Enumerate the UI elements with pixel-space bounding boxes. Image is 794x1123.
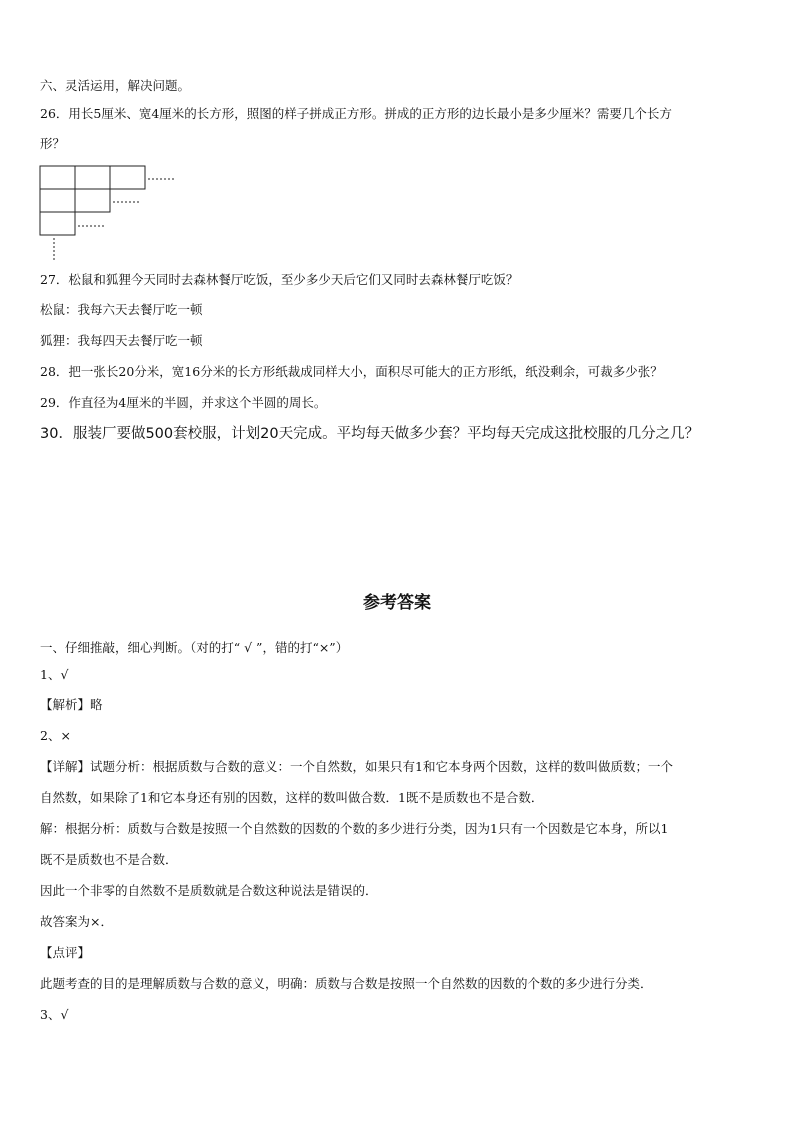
question-27: 27．松鼠和狐狸今天同时去森林餐厅吃饭，至少多少天后它们又同时去森林餐厅吃饭？ [40, 272, 519, 287]
question-26: 26．用长5厘米、宽4厘米的长方形，照图的样子拼成正方形。拼成的正方形的边长最小是多少厘米？需要几个长方 [40, 106, 672, 121]
section-heading: 六、灵活运用，解决问题。 [40, 78, 191, 93]
answer-1: 1、√ [40, 667, 69, 682]
answer-2-conclusion: 因此一个非零的自然数不是质数就是合数这种说法是错误的． [40, 883, 378, 898]
rectangle-tiling-figure [38, 162, 178, 262]
question-26-cont: 形？ [40, 136, 66, 151]
answers-title: 参考答案 [363, 593, 431, 613]
answer-2-comment: 此题考查的目的是理解质数与合数的意义，明确：质数与合数是按照一个自然数的因数的个数的多少进行分类． [40, 976, 653, 991]
answer-2-solution-cont: 既不是质数也不是合数． [40, 852, 178, 867]
answer-2-solution: 解：根据分析：质数与合数是按照一个自然数的因数的个数的多少进行分类，因为1只有一个因数是它本身，所以1 [40, 821, 669, 836]
question-29: 29．作直径为4厘米的半圆，并求这个半圆的周长。 [40, 395, 327, 410]
answers-part1-heading: 一、仔细推敲，细心判断。（对的打“ √ ”，错的打“×”） [40, 640, 349, 655]
question-27-fox: 狐狸：我每四天去餐厅吃一顿 [40, 333, 203, 348]
answer-2-result: 故答案为×． [40, 914, 113, 929]
question-27-squirrel: 松鼠：我每六天去餐厅吃一顿 [40, 302, 203, 317]
question-28: 28．把一张长20分米，宽16分米的长方形纸裁成同样大小，面积尽可能大的正方形纸，纸没剩余，可裁多少张？ [40, 364, 663, 379]
answer-1-analysis: 【解析】略 [40, 697, 103, 712]
answer-2-comment-label: 【点评】 [40, 945, 91, 960]
answer-2-detail: 【详解】试题分析：根据质数与合数的意义：一个自然数，如果只有1和它本身两个因数，这样的数叫做质数；一个 [40, 759, 673, 774]
answer-3: 3、√ [40, 1007, 69, 1022]
question-30: 30．服装厂要做500套校服，计划20天完成。平均每天做多少套？平均每天完成这批校服的几分之几？ [40, 426, 700, 442]
answer-2: 2、× [40, 728, 71, 743]
answer-2-detail-cont: 自然数，如果除了1和它本身还有别的因数，这样的数叫做合数．1既不是质数也不是合数． [40, 790, 544, 805]
